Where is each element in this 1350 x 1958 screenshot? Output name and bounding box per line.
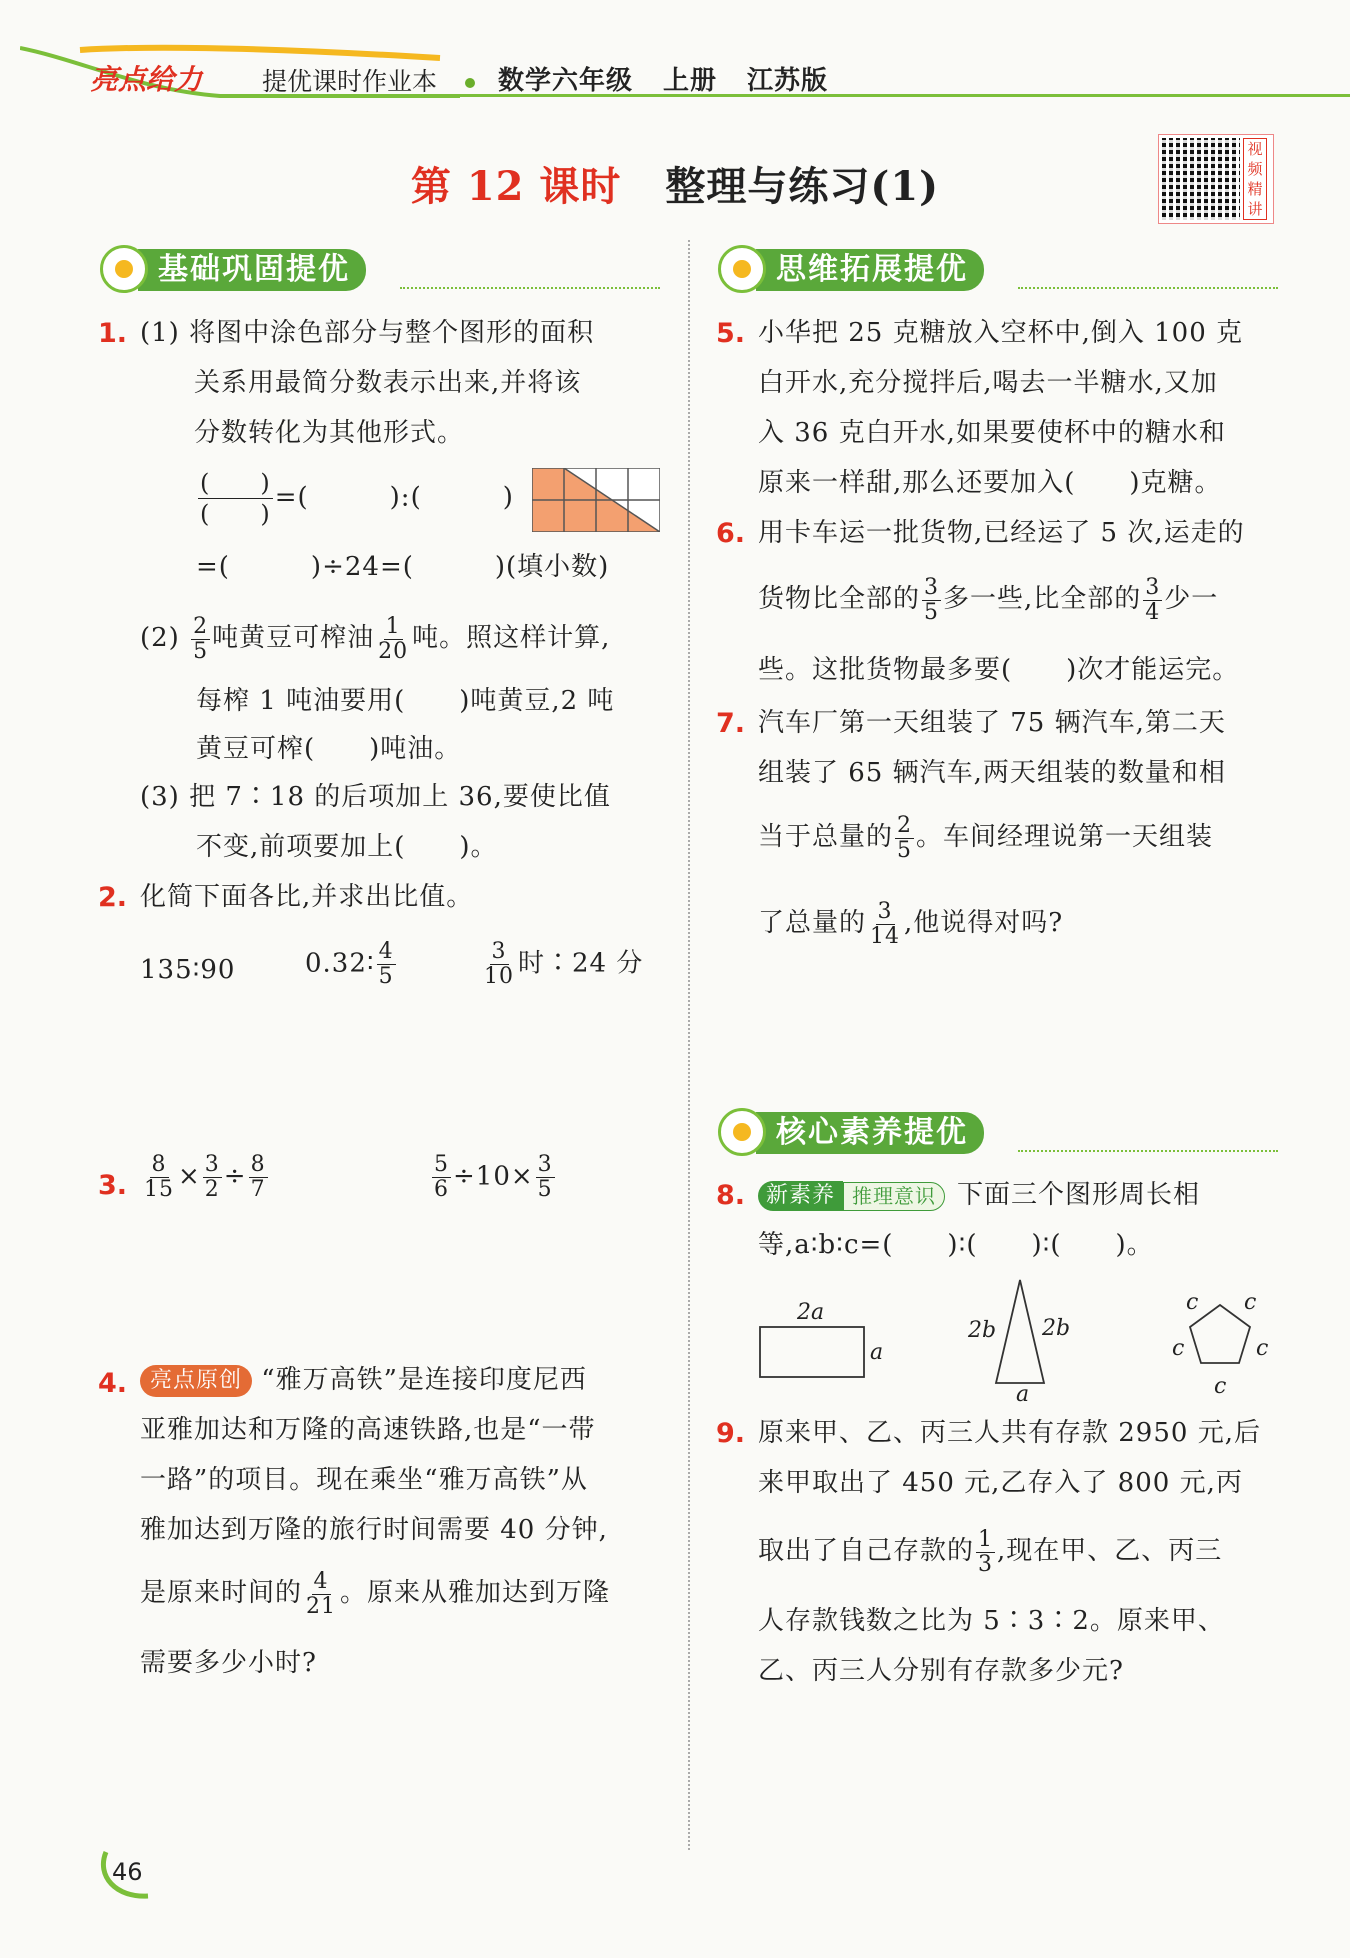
denominator: 6: [434, 1177, 449, 1202]
q4-line1: [140, 1355, 670, 1405]
q1-part3-line1: (3) 把 7∶18 的后项加上 36,要使比值: [140, 782, 611, 812]
fraction: [1143, 576, 1162, 625]
q9-line2: 来甲取出了 450 元,乙存入了 800 元,丙: [758, 1468, 1243, 1498]
pent-label: c: [1186, 1290, 1199, 1315]
section-core-label: 核心素养提优: [756, 1112, 984, 1154]
q9-line5: 乙、丙三人分别有存款多少元?: [758, 1656, 1124, 1686]
denominator: 14: [870, 923, 901, 949]
q1-grid-figure: [532, 468, 660, 532]
q1-blank-fraction: [198, 468, 273, 529]
fraction: [376, 615, 410, 664]
q1-part2-label: (2): [140, 623, 180, 653]
q9-text: ,现在甲、乙、丙三: [997, 1536, 1223, 1566]
q6-text: 多一些,比全部的: [943, 584, 1142, 614]
denominator: 21: [306, 1593, 337, 1619]
new-literacy-tag: 新素养: [758, 1181, 843, 1211]
numerator: 3: [537, 1152, 553, 1177]
q2-expr1: 135∶90: [140, 955, 236, 985]
denominator: 5: [537, 1177, 553, 1202]
q7-text: 当于总量的: [758, 822, 894, 852]
q6-number: 6.: [716, 518, 746, 549]
fraction: [536, 1153, 555, 1202]
q7-line3: [758, 812, 1213, 863]
denominator: 5: [897, 837, 913, 863]
numerator: 3: [204, 1152, 220, 1177]
qr-tag-char: 讲: [1247, 200, 1263, 218]
q4-line5: [140, 1568, 610, 1619]
section-basic-label: 基础巩固提优: [138, 249, 366, 291]
q1-fraction-ratio: [196, 468, 514, 529]
fraction: [203, 1153, 222, 1202]
q4-text: 是原来时间的: [140, 1578, 303, 1608]
fraction: [895, 814, 914, 863]
q3-expr2: [430, 1153, 557, 1202]
q7-number: 7.: [716, 708, 746, 739]
q4-line4: 雅加达到万隆的旅行时间需要 40 分钟,: [140, 1515, 608, 1545]
qr-tag-char: 视: [1247, 140, 1263, 158]
q4-text: 。原来从雅加达到万隆: [340, 1578, 611, 1608]
numerator: 2: [193, 613, 209, 639]
numerator: 8: [250, 1152, 266, 1177]
fraction: [249, 1153, 268, 1202]
numerator: 8: [151, 1152, 167, 1177]
q8-number: 8.: [716, 1180, 746, 1211]
operator: ×: [178, 1161, 201, 1192]
gear-icon: [100, 245, 148, 293]
numerator: 4: [378, 939, 394, 964]
denominator: 4: [1145, 599, 1161, 625]
q8-line1: [758, 1170, 1288, 1220]
q4-line3: 一路”的项目。现在乘坐“雅万高铁”从: [140, 1465, 588, 1495]
denominator: 3: [978, 1551, 994, 1577]
q2-expr3-text: 时∶24 分: [518, 948, 644, 979]
numerator: 3: [877, 898, 893, 924]
fraction: [142, 1153, 176, 1202]
q9-text: 取出了自己存款的: [758, 1536, 975, 1566]
numerator: 1: [978, 1526, 994, 1552]
lesson-number: 第 12 课时: [410, 163, 622, 210]
q9-line4: 人存款钱数之比为 5∶3∶2。原来甲、: [758, 1606, 1225, 1636]
denominator: 7: [250, 1177, 266, 1202]
pent-label: c: [1256, 1336, 1269, 1361]
q5-line: 入 36 克白开水,如果要使杯中的糖水和: [758, 418, 1226, 448]
fraction: [868, 900, 902, 949]
page-number: 46: [112, 1858, 143, 1886]
q6-line2: [758, 574, 1218, 625]
trophy-icon: [718, 1108, 766, 1156]
pent-label: c: [1172, 1336, 1185, 1361]
section-dots: [1018, 1150, 1278, 1152]
qr-video-tag: [1243, 138, 1267, 220]
brand-logo: 亮点给力: [90, 63, 203, 96]
q1-line: 分数转化为其他形式。: [194, 418, 465, 448]
pent-label: c: [1244, 1290, 1257, 1315]
lesson-name: 整理与练习(1): [665, 163, 940, 210]
q2-text: 化简下面各比,并求出比值。: [140, 882, 474, 912]
q2-expr3: [480, 940, 643, 989]
tri-base-label: a: [1016, 1382, 1030, 1407]
denominator: 5: [378, 964, 394, 989]
page-title: [0, 155, 1350, 212]
q1-part3-line2: 不变,前项要加上( )。: [196, 832, 498, 862]
q6-line3: 些。这批货物最多要( )次才能运完。: [758, 655, 1240, 685]
qr-tag-char: 精: [1247, 180, 1263, 198]
tri-right-label: 2b: [1042, 1316, 1071, 1341]
section-thinking: [718, 245, 1278, 293]
q1-ratio-blank: =( ):( ): [274, 482, 514, 513]
blank-numerator: ( ): [200, 469, 271, 497]
q4-text: “雅万高铁”是连接印度尼西: [261, 1365, 587, 1395]
numerator: 2: [897, 812, 913, 838]
numerator: 3: [491, 939, 507, 964]
q2-expr2: [305, 940, 398, 989]
fraction: [482, 940, 516, 989]
section-thinking-label: 思维拓展提优: [756, 249, 984, 291]
denominator: 10: [484, 964, 514, 989]
numerator: 5: [434, 1152, 449, 1177]
fraction: [432, 1153, 451, 1202]
q7-line4: [758, 898, 1063, 949]
q9-line3: [758, 1526, 1222, 1577]
header-edition: 江苏版: [747, 66, 829, 96]
q1-text: 吨黄豆可榨油: [212, 623, 375, 653]
q9-number: 9.: [716, 1418, 746, 1449]
q3-expr1: [140, 1153, 270, 1202]
q1-text: 吨。照这样计算,: [412, 623, 611, 653]
q2-number: 2.: [98, 882, 128, 913]
tri-left-label: 2b: [968, 1318, 997, 1343]
header-dot-icon: [465, 78, 475, 88]
header-info: [498, 60, 858, 97]
pentagon-shape: [1190, 1305, 1250, 1363]
q3-number: 3.: [98, 1170, 128, 1201]
q4-line6: 需要多少小时?: [140, 1648, 317, 1678]
numerator: 1: [385, 613, 401, 639]
section-core: [718, 1108, 1278, 1156]
header: [20, 40, 1330, 110]
q1-part2-line2: 每榨 1 吨油要用( )吨黄豆,2 吨: [196, 686, 615, 716]
numerator: 3: [1145, 574, 1161, 600]
sprout-icon: [718, 245, 766, 293]
numerator: 3: [924, 574, 940, 600]
qr-tag-char: 频: [1247, 160, 1263, 178]
q9-line1: 原来甲、乙、丙三人共有存款 2950 元,后: [758, 1418, 1261, 1448]
fraction: [976, 1528, 995, 1577]
brand-subtitle: 提优课时作业本: [262, 67, 438, 96]
q6-line1: 用卡车运一批货物,已经运了 5 次,运走的: [758, 518, 1245, 548]
rectangle-shape: [760, 1327, 864, 1377]
q8-line2: 等,a∶b∶c=( )∶( )∶( )。: [758, 1230, 1154, 1260]
blank-denominator: ( ): [200, 500, 271, 528]
section-dots: [1018, 287, 1278, 289]
q2-expr2-text: 0.32∶: [305, 948, 375, 979]
section-basic: [100, 245, 660, 293]
fraction: [377, 940, 396, 989]
fraction: [304, 1570, 338, 1619]
q1-line: 关系用最简分数表示出来,并将该: [194, 368, 582, 398]
original-tag: 亮点原创: [140, 1365, 252, 1397]
fraction: [922, 576, 941, 625]
section-dots: [400, 287, 660, 289]
q7-line2: 组装了 65 辆汽车,两天组装的数量和相: [758, 758, 1226, 788]
q7-text: 了总量的: [758, 908, 867, 938]
q7-text: 。车间经理说第一天组装: [916, 822, 1214, 852]
q1-part2-line3: 黄豆可榨( )吨油。: [196, 734, 462, 764]
operator: ÷: [223, 1161, 247, 1192]
q5-text: [758, 308, 1288, 508]
denominator: 2: [204, 1177, 220, 1202]
q4-number: 4.: [98, 1368, 128, 1399]
denominator: 15: [144, 1177, 174, 1202]
denominator: 20: [378, 638, 409, 664]
q4-line2: 亚雅加达和万隆的高速铁路,也是“一带: [140, 1415, 596, 1445]
q1-number: 1.: [98, 318, 128, 349]
q8-text: 下面三个图形周长相: [957, 1180, 1201, 1210]
q1-line2: =( )÷24=( )(填小数): [196, 552, 610, 582]
q5-line: 原来一样甜,那么还要加入( )克糖。: [758, 468, 1222, 498]
q7-text: ,他说得对吗?: [904, 908, 1064, 938]
q6-text: 少一: [1164, 584, 1219, 614]
q7-line1: 汽车厂第一天组装了 75 辆汽车,第二天: [758, 708, 1226, 738]
q1-line: (1) 将图中涂色部分与整个图形的面积: [140, 318, 595, 348]
header-grade: 数学六年级: [498, 66, 634, 96]
q5-number: 5.: [716, 318, 746, 349]
rect-top-label: 2a: [797, 1300, 825, 1325]
rect-side-label: a: [870, 1340, 884, 1365]
reasoning-tag: 推理意识: [843, 1182, 945, 1211]
fraction: [191, 615, 210, 664]
qr-code-icon: [1162, 138, 1240, 220]
qr-code[interactable]: [1158, 134, 1274, 224]
denominator: 5: [924, 599, 940, 625]
pent-label: c: [1214, 1374, 1227, 1399]
q5-line: 白开水,充分搅拌后,喝去一半糖水,又加: [758, 368, 1218, 398]
header-volume: 上册: [663, 66, 718, 96]
q1-part1: [140, 308, 665, 458]
q5-line: 小华把 25 克糖放入空杯中,倒入 100 克: [758, 318, 1244, 348]
denominator: 5: [193, 638, 209, 664]
column-divider: [688, 240, 690, 1850]
triangle-shape: [996, 1280, 1044, 1383]
operator: ÷10×: [453, 1161, 534, 1192]
numerator: 4: [313, 1568, 329, 1594]
q6-text: 货物比全部的: [758, 584, 921, 614]
q1-part2: [140, 613, 670, 664]
